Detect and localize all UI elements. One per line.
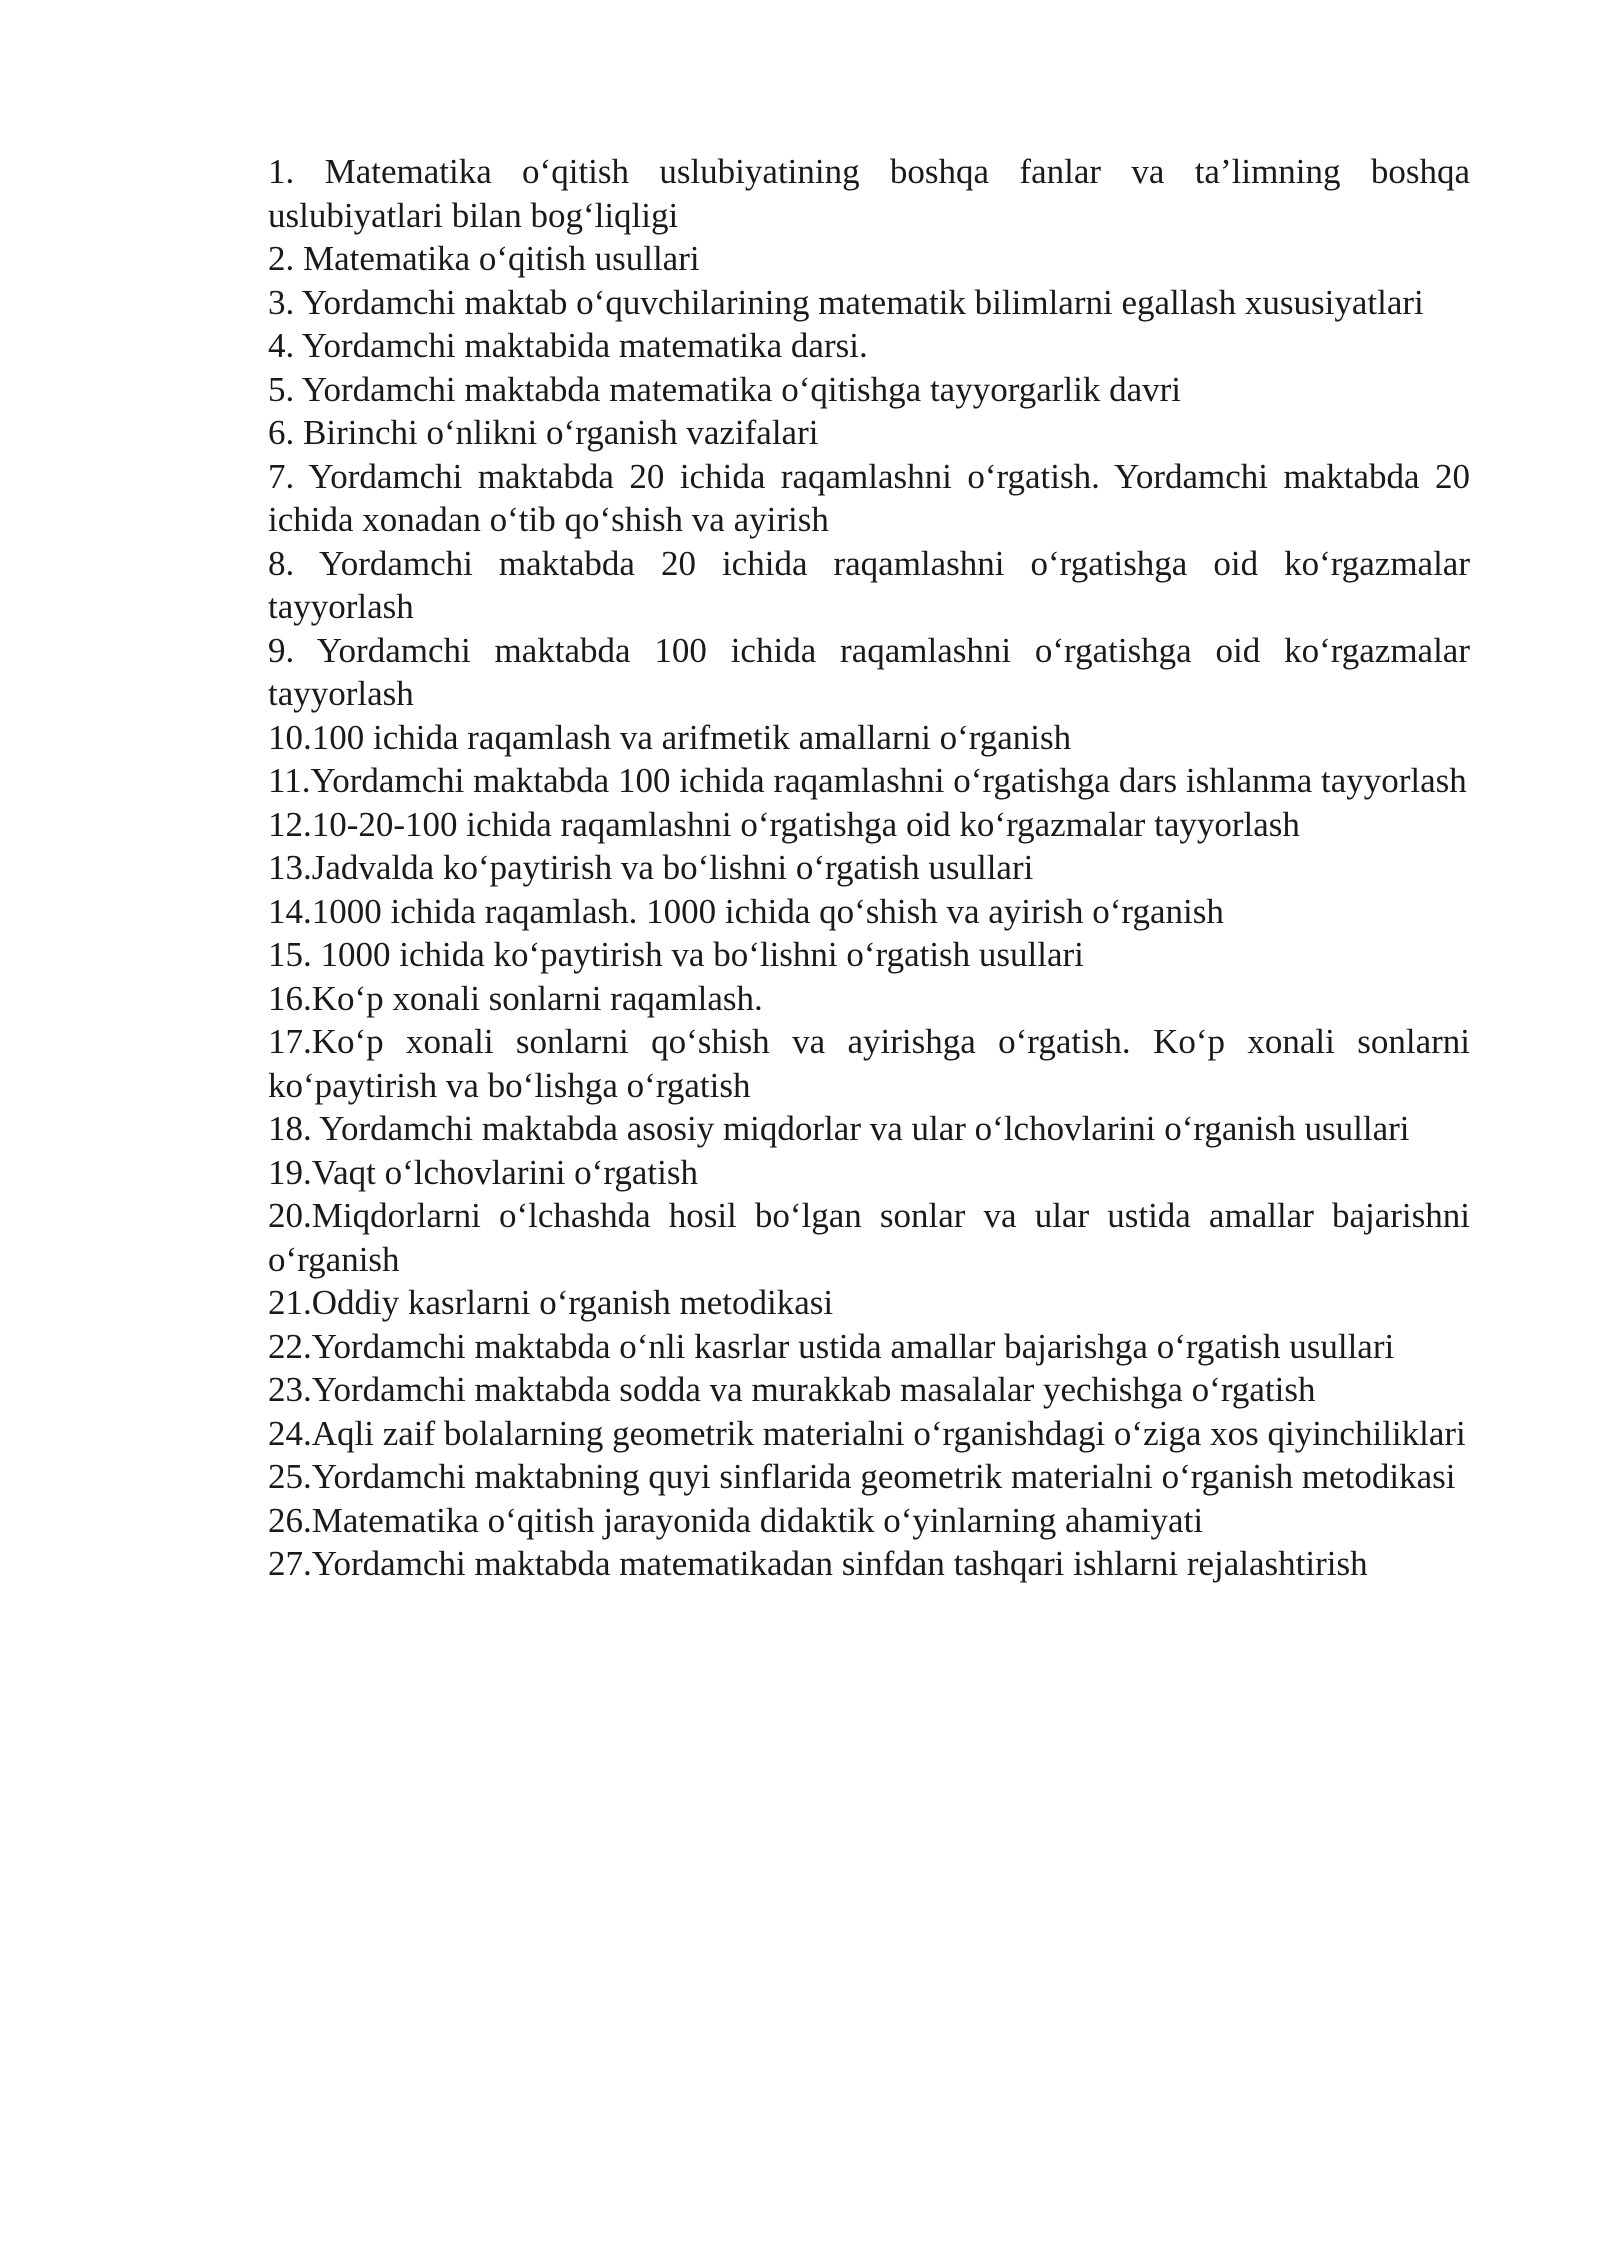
item-number: 17. xyxy=(268,1022,312,1061)
item-text: Yordamchi maktabda sodda va murakkab masalalar yechishga o‘rgatish xyxy=(311,1370,1316,1409)
list-item xyxy=(268,368,1470,412)
list-item xyxy=(268,933,1470,977)
item-text: Vaqt o‘lchovlarini o‘rgatish xyxy=(311,1152,698,1192)
item-number: 23. xyxy=(268,1370,312,1409)
item-text: Birinchi o‘nlikni o‘rganish vazifalari xyxy=(303,413,819,452)
item-number: 26. xyxy=(268,1500,312,1540)
list-item xyxy=(268,455,1470,542)
list-item xyxy=(268,759,1470,803)
list-item xyxy=(268,1281,1470,1325)
item-text: 1000 ichida raqamlash. 1000 ichida qo‘shish va ayirish o‘rganish xyxy=(311,891,1224,931)
item-number: 10. xyxy=(268,717,312,757)
list-item xyxy=(268,1542,1470,1586)
item-text: Yordamchi maktabida matematika darsi. xyxy=(301,326,868,365)
item-text: Jadvalda ko‘paytirish va bo‘lishni o‘rgatish usullari xyxy=(311,848,1034,887)
item-text: Miqdorlarni o‘lchashda hosil bo‘lgan sonlar va ular ustida amallar bajarishni o‘rganish xyxy=(268,1196,1470,1279)
item-number: 1. xyxy=(268,152,295,191)
item-number: 22. xyxy=(268,1326,312,1366)
item-number: 21. xyxy=(268,1283,312,1322)
item-number: 8. xyxy=(268,543,295,583)
item-number: 19. xyxy=(268,1152,312,1192)
item-number: 18. xyxy=(268,1109,312,1148)
item-text: Aqli zaif bolalarning geometrik materialni o‘rganishdagi o‘ziga xos qiyinchiliklari xyxy=(311,1413,1466,1453)
item-text: 100 ichida raqamlash va arifmetik amallarni o‘rganish xyxy=(311,717,1072,757)
list-item xyxy=(268,1020,1470,1107)
item-text: Oddiy kasrlarni o‘rganish metodikasi xyxy=(311,1283,834,1322)
item-number: 7. xyxy=(268,456,295,496)
item-text: Yordamchi maktabda 20 ichida raqamlashni o‘rgatishga oid ko‘rgazmalar tayyorlash xyxy=(268,543,1470,626)
item-text: Yordamchi maktabda o‘nli kasrlar ustida amallar bajarishga o‘rgatish usullari xyxy=(311,1326,1395,1366)
list-item xyxy=(268,716,1470,760)
item-number: 2. xyxy=(268,239,295,278)
item-number: 12. xyxy=(268,804,312,844)
item-text: Yordamchi maktabda matematika o‘qitishga tayyorgarlik davri xyxy=(301,369,1182,409)
list-item xyxy=(268,1499,1470,1543)
item-text: Yordamchi maktab o‘quvchilarining matematik bilimlarni egallash xususiyatlari xyxy=(301,282,1424,322)
item-number: 6. xyxy=(268,413,295,452)
list-item xyxy=(268,237,1470,281)
list-item xyxy=(268,1325,1470,1369)
item-number: 16. xyxy=(268,978,312,1018)
list-item xyxy=(268,1455,1470,1499)
item-text: Matematika o‘qitish jarayonida didaktik o‘yinlarning ahamiyati xyxy=(311,1500,1204,1540)
list-item xyxy=(268,890,1470,934)
item-number: 4. xyxy=(268,326,295,365)
item-number: 15. xyxy=(268,935,312,974)
list-item xyxy=(268,803,1470,847)
item-number: 25. xyxy=(268,1457,312,1496)
item-text: Yordamchi maktabda 100 ichida raqamlashni o‘rgatishga oid ko‘rgazmalar tayyorlash xyxy=(268,630,1470,713)
item-text: Yordamchi maktabda matematikadan sinfdan tashqari ishlarni rejalashtirish xyxy=(311,1544,1368,1583)
item-number: 3. xyxy=(268,282,295,322)
item-text: Ko‘p xonali sonlarni qo‘shish va ayirishga o‘rgatish. Ko‘p xonali sonlarni ko‘paytirish va bo‘lishga o‘rgatish xyxy=(268,1022,1470,1105)
list-item xyxy=(268,1151,1470,1195)
item-text: Yordamchi maktabda asosiy miqdorlar va ular o‘lchovlarini o‘rganish usullari xyxy=(319,1109,1410,1148)
item-number: 11. xyxy=(268,761,311,800)
item-text: Yordamchi maktabda 100 ichida raqamlashni o‘rgatishga dars ishlanma tayyorlash xyxy=(310,761,1467,800)
item-number: 13. xyxy=(268,848,312,887)
item-number: 20. xyxy=(268,1196,312,1235)
item-text: Matematika o‘qitish usullari xyxy=(303,239,700,278)
item-number: 14. xyxy=(268,891,312,931)
list-item xyxy=(268,411,1470,455)
item-number: 5. xyxy=(268,369,295,409)
item-text: Yordamchi maktabning quyi sinflarida geometrik materialni o‘rganish metodikasi xyxy=(311,1457,1456,1496)
list-item xyxy=(268,542,1470,629)
topic-list xyxy=(268,150,1470,1586)
item-text: 1000 ichida ko‘paytirish va bo‘lishni o‘rgatish usullari xyxy=(320,935,1084,974)
item-text: 10-20-100 ichida raqamlashni o‘rgatishga oid ko‘rgazmalar tayyorlash xyxy=(311,804,1300,844)
list-item xyxy=(268,1412,1470,1456)
item-text: Ko‘p xonali sonlarni raqamlash. xyxy=(311,978,763,1018)
list-item xyxy=(268,1368,1470,1412)
list-item xyxy=(268,1107,1470,1151)
list-item xyxy=(268,150,1470,237)
item-text: Yordamchi maktabda 20 ichida raqamlashni o‘rgatish. Yordamchi maktabda 20 ichida xonadan o‘tib qo‘shish va ayirish xyxy=(268,456,1470,539)
list-item xyxy=(268,846,1470,890)
list-item xyxy=(268,977,1470,1021)
list-item xyxy=(268,1194,1470,1281)
item-text: Matematika o‘qitish uslubiyatining boshqa fanlar va ta’limning boshqa uslubiyatlari bilan bog‘liqligi xyxy=(268,152,1471,235)
list-item xyxy=(268,629,1470,716)
list-item xyxy=(268,324,1470,368)
list-item xyxy=(268,281,1470,325)
item-number: 24. xyxy=(268,1413,312,1453)
item-number: 27. xyxy=(268,1544,312,1583)
item-number: 9. xyxy=(268,630,295,670)
